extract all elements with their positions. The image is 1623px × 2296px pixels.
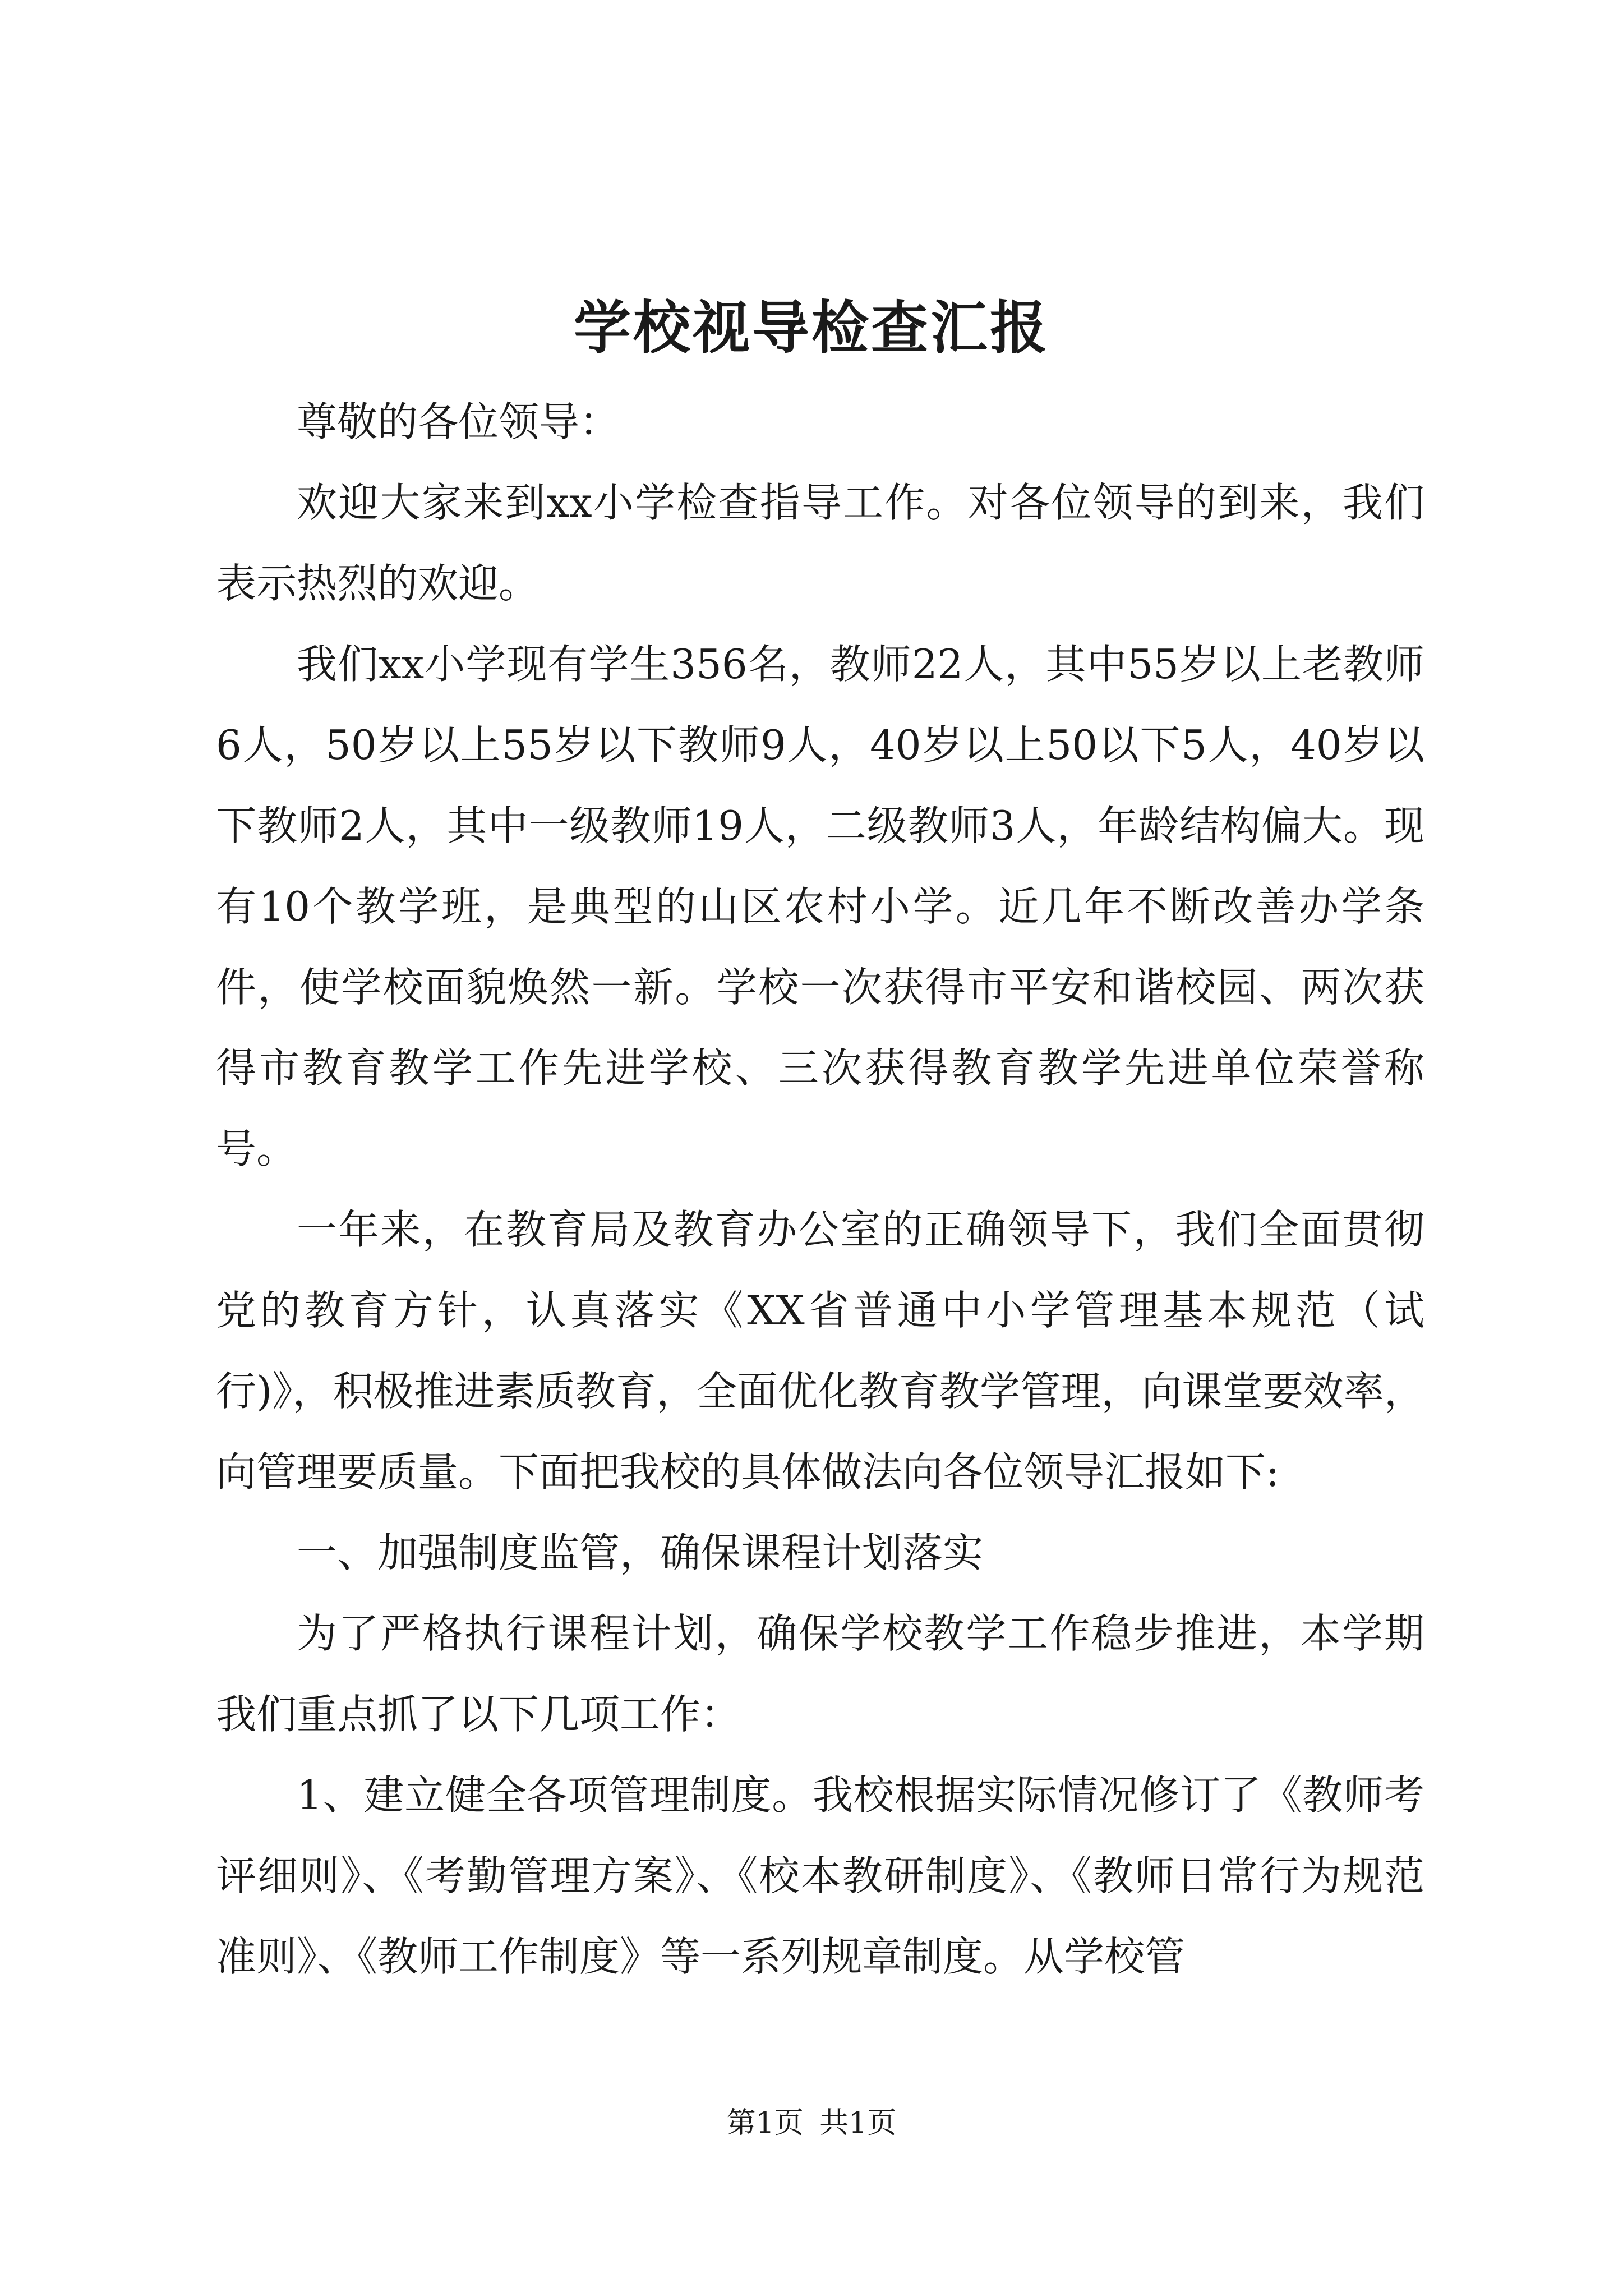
- page-footer: [0, 2104, 1623, 2143]
- document-body: [216, 381, 1424, 1997]
- paragraph-school-overview: 我们xx小学现有学生356名，教师22人，其中55岁以上老教师6人，50岁以上55岁以下教师9人，40岁以上50以下5人，40岁以下教师2人，其中一级教师19人，二级教师3人，年龄结构偏大。现有10个教学班，是典型的山区农村小学。近几年不断改善办学条件，使学校面貌焕然一新。学校一次获得市平安和谐校园、两次获得市教育教学工作先进学校、三次获得教育教学先进单位荣誉称号。: [216, 641, 1424, 1172]
- paragraph-year-summary: 一年来，在教育局及教育办公室的正确领导下，我们全面贯彻党的教育方针，认真落实《XX省普通中小学管理基本规范（试行)》，积极推进素质教育，全面优化教育教学管理，向课堂要效率，向管理要质量。下面把我校的具体做法向各位领导汇报如下:: [216, 1206, 1424, 1496]
- paragraph-course-plan: 为了严格执行课程计划，确保学校教学工作稳步推进，本学期我们重点抓了以下几项工作：: [216, 1610, 1424, 1738]
- page-number: 第1页: [726, 2106, 804, 2140]
- document-title: 学校视导检查汇报: [574, 295, 1049, 362]
- paragraph-management-rules: 1、建立健全各项管理制度。我校根据实际情况修订了《教师考评细则》、《考勤管理方案》、《校本教研制度》、《教师日常行为规范准则》、《教师工作制度》等一系列规章制度。从学校管: [216, 1772, 1424, 1980]
- paragraph-welcome: 欢迎大家来到xx小学检查指导工作。对各位领导的到来，我们表示热烈的欢迎。: [216, 479, 1424, 607]
- salutation: 尊敬的各位领导：: [297, 398, 620, 445]
- page-total: 共1页: [819, 2106, 897, 2140]
- section-heading-1: 一、加强制度监管，确保课程计划落实: [297, 1529, 984, 1576]
